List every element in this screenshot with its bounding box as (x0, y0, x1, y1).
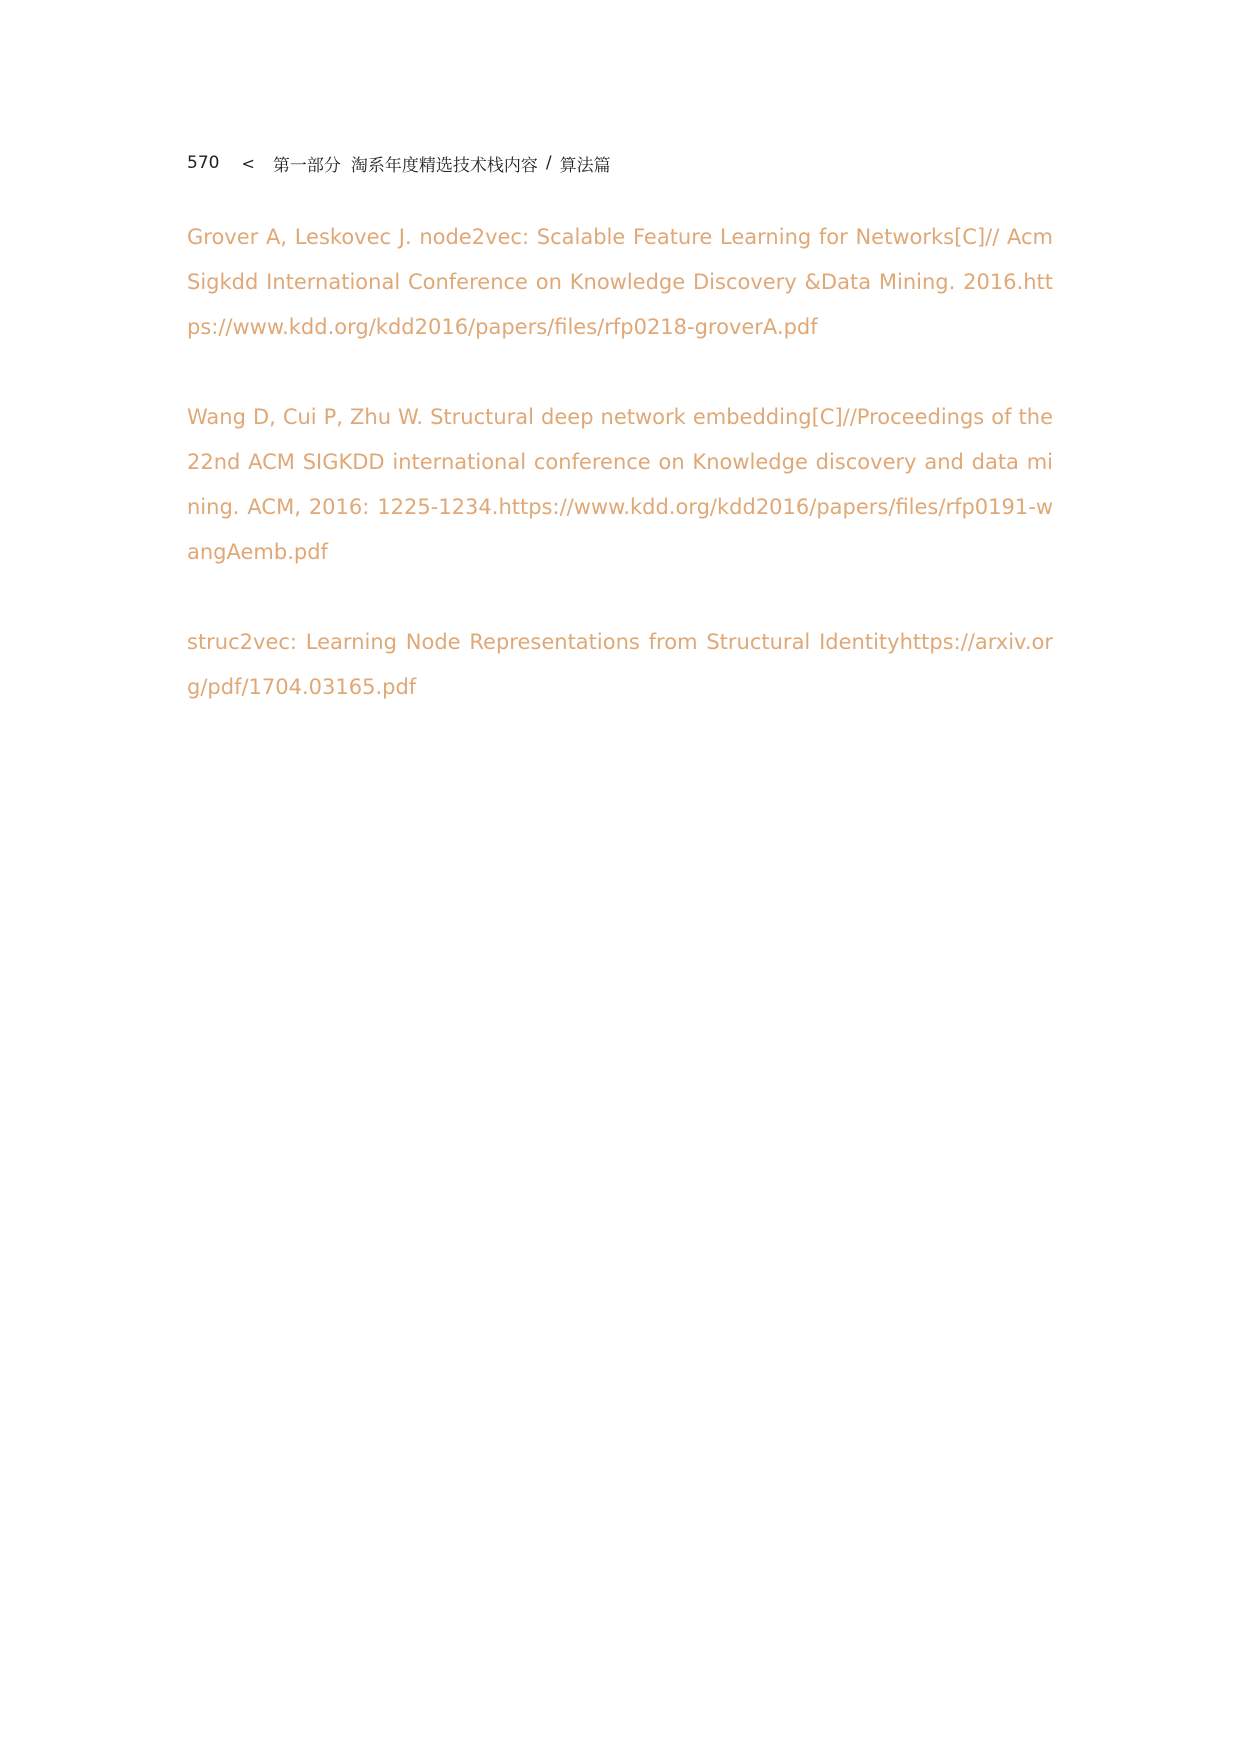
reference-item-sdne[interactable]: Wang D, Cui P, Zhu W. Structural deep network embedding[C]//Proceedings of the 22nd ACM SIGKDD international conference on Knowledge discovery and data mining. ACM, 2016: 1225-1234.https://www.kdd.org/kdd2016/papers/files/rfp0191-wangAemb.pdf (187, 405, 1053, 564)
section-label: 淘系年度精选技术栈内容 (350, 155, 538, 176)
reference-item-node2vec[interactable]: Grover A, Leskovec J. node2vec: Scalable Feature Learning for Networks[C]// Acm Sigkdd International Conference on Knowledge Discovery &Data Mining. 2016.https://www.kdd.org/kdd2016/papers/files/rfp0218-groverA.pdf (187, 225, 1053, 339)
part-label: 第一部分 (272, 155, 341, 176)
running-header (187, 150, 611, 176)
reference-list (187, 215, 1053, 755)
reference-item-struc2vec[interactable]: struc2vec: Learning Node Representations from Structural Identityhttps://arxiv.org/pdf/1704.03165.pdf (187, 630, 1053, 699)
chevron-left-icon: < (241, 153, 255, 173)
page-number: 570 (187, 153, 220, 173)
header-separator: / (545, 153, 552, 173)
chapter-label: 算法篇 (559, 155, 611, 176)
